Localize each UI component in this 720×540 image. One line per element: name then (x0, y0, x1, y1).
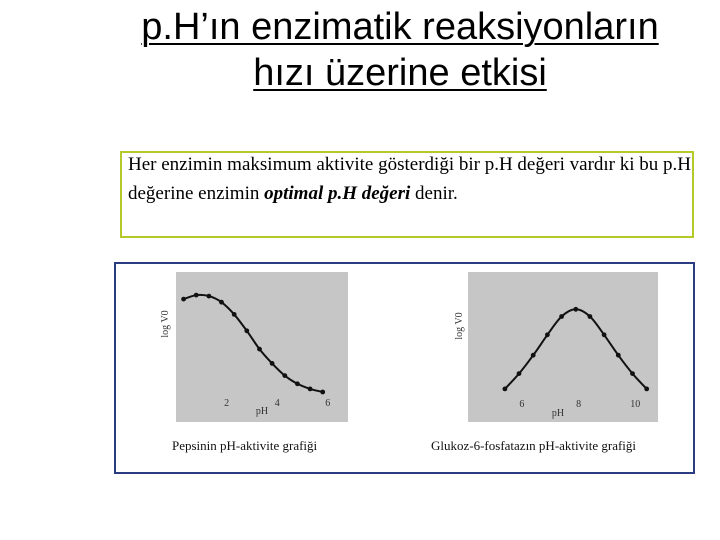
ylabel-pepsin: log V0 (160, 310, 171, 338)
data-point-glucose-6-phosphatase (602, 332, 607, 337)
definition-text (128, 150, 694, 208)
x-tick-label-pepsin: 6 (325, 398, 331, 409)
figure-svg (116, 264, 693, 472)
data-point-pepsin (194, 293, 199, 298)
caption-pepsin: Pepsinin pH-aktivite grafiği (172, 438, 318, 453)
data-point-glucose-6-phosphatase (616, 353, 621, 358)
definition-text-end: denir. (410, 183, 458, 204)
chart-glucose-6-phosphatase (431, 272, 658, 453)
data-point-pepsin (295, 381, 300, 386)
xlabel-pepsin: pH (255, 406, 269, 417)
data-point-glucose-6-phosphatase (545, 332, 550, 337)
x-tick-label-glucose-6-phosphatase: 6 (519, 399, 525, 410)
x-tick-label-glucose-6-phosphatase: 10 (630, 399, 641, 410)
data-point-pepsin (320, 390, 325, 395)
optimal-ph-emphasis: optimal p.H değeri (264, 183, 411, 204)
x-tick-label-pepsin: 2 (224, 398, 230, 409)
data-point-pepsin (308, 387, 313, 392)
x-tick-label-pepsin: 4 (274, 398, 280, 409)
chart-pepsin (160, 272, 348, 453)
ylabel-glucose-6-phosphatase: log V0 (454, 312, 465, 340)
data-point-glucose-6-phosphatase (531, 353, 536, 358)
definition-text-start: Her enzimin maksimum aktivite gösterdiği bir p.H değeri vardır ki bu p.H değerine enzimin (128, 154, 692, 204)
data-point-pepsin (257, 347, 262, 352)
data-point-pepsin (244, 328, 249, 333)
data-point-glucose-6-phosphatase (588, 314, 593, 319)
x-tick-label-glucose-6-phosphatase: 8 (576, 399, 582, 410)
data-point-glucose-6-phosphatase (503, 387, 508, 392)
data-point-pepsin (270, 361, 275, 366)
xlabel-glucose-6-phosphatase: pH (551, 408, 565, 419)
data-point-pepsin (282, 373, 287, 378)
data-point-pepsin (181, 297, 186, 302)
slide-title: p.H’ın enzimatik reaksiyonların hızı üzerine etkisi (141, 6, 659, 94)
data-point-pepsin (207, 294, 212, 299)
data-point-pepsin (232, 312, 237, 317)
data-point-glucose-6-phosphatase (644, 387, 649, 392)
figure-frame (114, 262, 695, 474)
data-point-glucose-6-phosphatase (630, 371, 635, 376)
data-point-glucose-6-phosphatase (573, 307, 578, 312)
data-point-glucose-6-phosphatase (559, 314, 564, 319)
data-point-pepsin (219, 300, 224, 305)
data-point-glucose-6-phosphatase (517, 371, 522, 376)
caption-glucose-6-phosphatase: Glukoz-6-fosfatazın pH-aktivite grafiği (431, 438, 637, 453)
